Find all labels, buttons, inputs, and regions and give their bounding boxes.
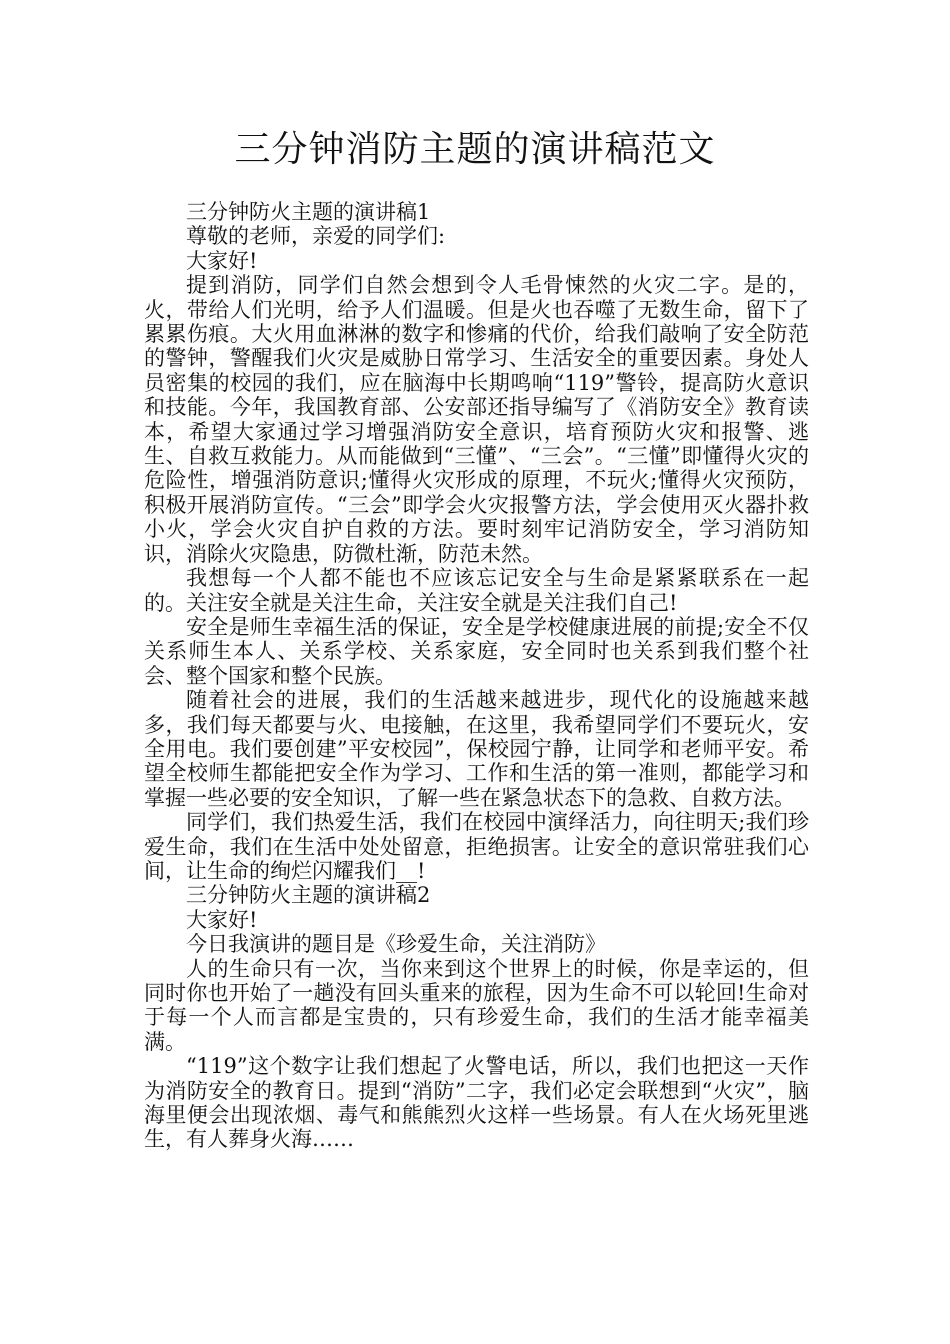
- speech-topic: 今日我演讲的题目是《珍爱生命，关注消防》: [186, 932, 606, 957]
- salutation: 尊敬的老师，亲爱的同学们:: [186, 224, 446, 249]
- body-paragraph: 我想每一个人都不能也不应该忘记安全与生命是紧紧联系在一起的。关注安全就是关注生命，关注安全就是关注我们自己!: [144, 566, 809, 615]
- document-body: [144, 200, 809, 1152]
- document-title: 三分钟消防主题的演讲稿范文: [234, 129, 716, 170]
- body-paragraph: 提到消防，同学们自然会想到令人毛骨悚然的火灾二字。是的，火，带给人们光明，给予人们温暖。但是火也吞噬了无数生命，留下了累累伤痕。大火用血淋淋的数字和惨痛的代价，给我们敲响了安全防范的警钟，警醒我们火灾是威胁日常学习、生活安全的重要因素。身处人员密集的校园的我们，应在脑海中长期鸣响“119”警铃，提高防火意识和技能。今年，我国教育部、公安部还指导编写了《消防安全》教育读本，希望大家通过学习增强消防安全意识，培育预防火灾和报警、逃生、自救互救能力。从而能做到“三懂”、“三会”。“三懂”即懂得火灾的危险性，增强消防意识;懂得火灾形成的原理，不玩火;懂得火灾预防，积极开展消防宣传。“三会”即学会火灾报警方法，学会使用灭火器扑救小火，学会火灾自护自救的方法。要时刻牢记消防安全，学习消防知识，消除火灾隐患，防微杜渐，防范未然。: [144, 273, 809, 566]
- body-paragraph: 随着社会的进展，我们的生活越来越进步，现代化的设施越来越多，我们每天都要与火、电接触，在这里，我希望同学们不要玩火，安全用电。我们要创建”平安校园”，保校园宁静，让同学和老师平安。希望全校师生都能把安全作为学习、工作和生活的第一准则，都能学习和掌握一些必要的安全知识，了解一些在紧急状态下的急救、自救方法。: [144, 688, 809, 810]
- body-paragraph: “119”这个数字让我们想起了火警电话，所以，我们也把这一天作为消防安全的教育日。提到“消防”二字，我们必定会联想到“火灾”，脑海里便会出现浓烟、毒气和熊熊烈火这样一些场景。有人在火场死里逃生，有人葬身火海……: [144, 1054, 809, 1152]
- speech-1-heading: 三分钟防火主题的演讲稿1: [186, 200, 431, 224]
- greeting: 大家好!: [186, 907, 258, 932]
- body-paragraph: 人的生命只有一次，当你来到这个世界上的时候，你是幸运的，但同时你也开始了一趟没有回头重来的旅程，因为生命不可以轮回!生命对于每一个人而言都是宝贵的，只有珍爱生命，我们的生活才能幸福美满。: [144, 956, 809, 1054]
- speech-2-heading: 三分钟防火主题的演讲稿2: [186, 883, 431, 908]
- greeting: 大家好!: [186, 248, 258, 273]
- body-paragraph: 同学们，我们热爱生活，我们在校园中演绎活力，向往明天;我们珍爱生命，我们在生活中处处留意，拒绝损害。让安全的意识常驻我们心间，让生命的绚烂闪耀我们__!: [144, 810, 809, 883]
- body-paragraph: 安全是师生幸福生活的保证，安全是学校健康进展的前提;安全不仅关系师生本人、关系学校、关系家庭，安全同时也关系到我们整个社会、整个国家和整个民族。: [144, 614, 809, 688]
